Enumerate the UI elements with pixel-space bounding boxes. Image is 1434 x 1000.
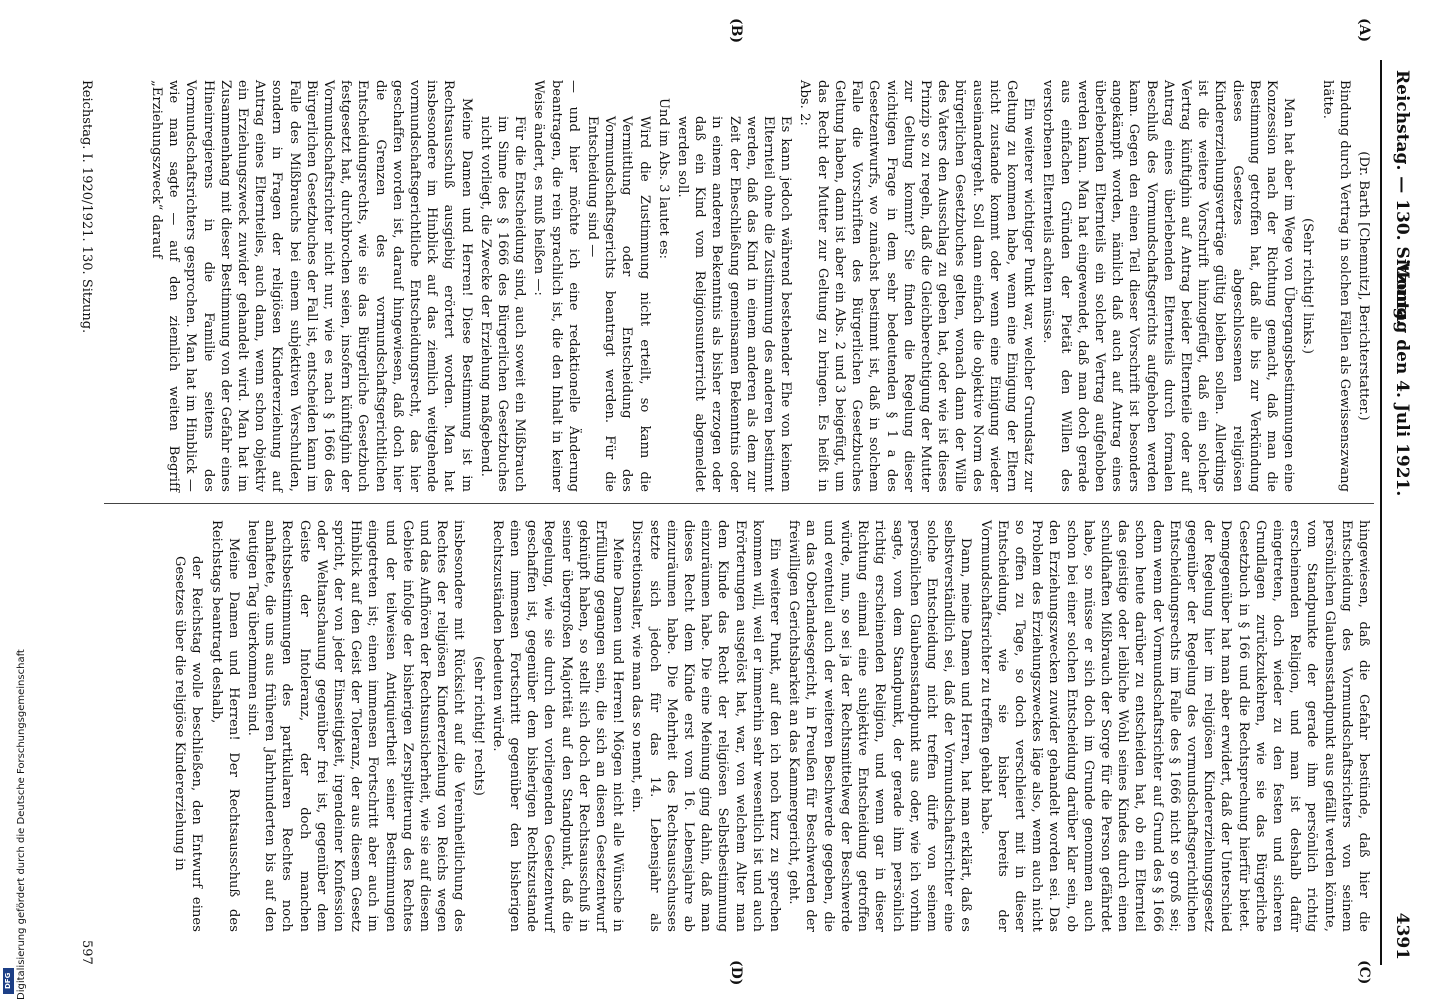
footer-page-number: 597	[79, 940, 94, 965]
paragraph: Und im Abs. 3 lautet es:	[655, 98, 671, 260]
quoted-paragraph: der Reichstag wolle beschließen, den Entwurf eines Gesetzes über die religiöse Kindererziehung in	[172, 556, 205, 932]
dfg-logo: DFG	[3, 968, 14, 994]
digitization-note	[0, 0, 27, 1000]
paragraph: insbesondere mit Rücksicht auf die Vereinheitlichung des Rechtes der religiösen Kindererziehung von Reichs wegen und das Aufhören der Rechtsunsicherheit, wie sie auf diesem Gebiete infolge der bisherigen Zersplitterung des Rechtes und der teilweisen Antiquiertheit seiner Bestimmungen eingetreten ist; einen immensen Fortschritt aber auch im Hinblick auf den Geist der Toleranz, der aus diesem Gesetz spricht, der von jeder Einseitigkeit, irgendeiner Konfession oder Weltanschauung gegenüber frei ist, gegenüber dem Geiste der Intoleranz, der doch manchen Rechtsbestimmungen des partikularen Rechtes noch anhaftete, die uns aus früheren Jahrhunderten bis auf den heutigen Tag überkommen sind.	[245, 520, 467, 932]
column-divider	[104, 503, 1374, 504]
margin-mark-d: (D)	[728, 960, 744, 986]
right-column	[169, 520, 1372, 932]
interjection: (sehr richtig! rechts)	[470, 656, 486, 796]
paragraph: hingewiesen, daß die Gefahr bestünde, daß hier die Entscheidung des Vormundschaftsrichters von seinem persönlichen Glaubensstandpunkt aus gefällt werden könnte, vom Standpunkte der gerade ihm persönlich richtig erscheinenden Religion, und man ist deshalb dafür eingetreten, doch wieder zu den festen und sicheren Grundlagen zurückzukehren, wie sie das Bürgerliche Gesetzbuch in § 166 und die Rechtsprechung hierfür bietet. Demgegenüber hat man aber erwidert, daß der Unterschied der Regelung hier im religiösen Kindererziehungsgesetz gegenüber der Regelung des vormundschaftsgerichtlichen Entscheidungsrechts im Falle des § 1666 nicht so groß sei; denn wenn der Vormundschaftsrichter auf Grund des § 1666 schon heute darüber zu entscheiden hat, ob ein Elternteil das geistige oder leibliche Wohl seines Kindes durch einen schuldhaften Mißbrauch der Sorge für die Person gefährdet habe, so müsse er sich doch im Grunde genommen auch schon bei einer solchen Entscheidung darüber klar sein, ob den Erziehungszwecken zuwider gehandelt worden sei. Das Problem des Erziehungszweckes läge also, wenn auch nicht so offen zu Tage, so doch verschleiert mit in dieser Entscheidung, wie sie bisher bereits der Vormundschaftsrichter zu treffen gehabt habe.	[977, 520, 1371, 932]
page-number: 4391	[1392, 912, 1412, 960]
margin-mark-b: (B)	[728, 18, 744, 44]
paragraph: — und hier möchte ich eine redaktionelle Änderung beantragen, die rein sprachlich ist, die den Inhalt in keiner Weise ändert, es muß heißen —:	[531, 80, 581, 492]
paragraph: Ein weiterer wichtiger Punkt war, welcher Grundsatz zur Geltung zu kommen habe, wenn eine Einigung der Eltern nicht zustande kommt oder wenn eine Einigung wieder auseinandergeht. Soll dann einfach die objektive Norm des bürgerlichen Gesetzbuches gelten, wonach dann der Wille des Vaters den Ausschlag zu geben hat, oder wie ist dieses Prinzip so zu regeln, daß die Gleichberechtigung der Mutter zur Geltung kommt? Sie finden die Regelung dieser wichtigen Frage in dem sehr bedeutenden § 1 a des Gesetzentwurfs, wo zunächst bestimmt ist, daß in solchem Falle die Vorschriften des Bürgerlichen Gesetzbuches Geltung haben, dann ist aber ein Abs. 2 und 3 beigefügt, um das Recht der Mutter zur Geltung zu bringen. Es heißt in Abs. 2:	[797, 80, 1037, 492]
interjection: (Sehr richtig! links.)	[1300, 217, 1316, 355]
paragraph: Meine Damen und Herren! Mögen nicht alle Wünsche in Erfüllung gegangen sein, die sich an diesen Gesetzentwurf geknüpft haben, so stellt sich doch der Rechtsausschuß in seiner übergroßen Majorität auf den Standpunkt, daß die Regelung, wie sie durch den vorliegenden Gesetzentwurf geschaffen ist, gegenüber dem bisherigen Rechtszustande einen immensen Fortschritt gegenüber den bisherigen Rechtszuständen bedeuten würde.	[489, 520, 626, 932]
quoted-paragraph: Wird die Zustimmung nicht erteilt, so kann die Vermittlung oder Entscheidung des Vormundschaftsgerichts beantragt werden. Für die Entscheidung sind —	[585, 116, 652, 492]
header-left: Reichstag. — 130. Sitzung.	[1392, 70, 1412, 326]
paragraph: Dann, meine Damen und Herren, hat man erklärt, daß es selbstverständlich sei, daß der Vormundschaftsrichter eine solche Entscheidung nicht treffen dürfe von seinem persönlichen Glaubensstandpunkt aus oder, wie ich vorhin sagte, vom dem Standpunkt, der gerade ihm persönlich richtig erscheinenden Religion, und wenn gar in dieser Richtung einmal eine subjektive Entscheidung getroffen würde, nun, so sei ja der Rechtsmittelweg der Beschwerde und eventuell auch der weiteren Beschwerde gegeben, die an das Oberlandesgericht, in Preußen für Beschwerden der freiwilligen Gerichtsbarkeit an das Kammergericht, geht.	[786, 520, 974, 932]
quoted-paragraph: Für die Entscheidung sind, auch soweit ein Mißbrauch im Sinne des § 1666 des Bürgerlichen Gesetzbuches nicht vorliegt, die Zwecke der Erziehung maßgebend.	[477, 116, 528, 492]
digitization-text: Digitalisierung gefördert durch die Deutsche Forschungsgemeinschaft	[16, 649, 27, 1000]
paragraph: Ein weiterer Punkt, auf den ich noch kurz zu sprechen kommen will, weil er immerhin sehr wesentlich ist und auch Erörterungen ausgelöst hat, war, von welchem Alter man dem Kinde das Recht der religiösen Selbstbestimmung einzuräumen habe. Die eine Meinung ging dahin, daß man dieses Recht dem Kinde erst vom 16. Lebensjahre ab einzuräumen habe. Die Mehrheit des Rechtsausschusses setzte sich jedoch für das 14. Lebensjahr als Discretionsalter, wie man das so nennt, ein.	[629, 520, 783, 932]
speaker-attribution: (Dr. Barth [Chemnitz], Berichterstatter.)	[1356, 151, 1371, 421]
margin-mark-a: (A)	[1356, 18, 1372, 43]
left-column	[146, 80, 1372, 492]
footer-signature: Reichstag. I. 1920/1921. 130. Sitzung.	[79, 80, 94, 334]
margin-mark-c: (C)	[1356, 960, 1372, 985]
header-date: Montag den 4. Juli 1921.	[1392, 260, 1412, 497]
paragraph: Bindung durch Vertrag in solchen Fällen als Gewissenszwang hätte.	[1319, 80, 1352, 492]
quoted-paragraph: Es kann jedoch während bestehender Ehe von keinem Elternteil ohne die Zustimmung des anderen bestimmt werden, daß das Kind in einem anderen als dem zur Zeit der Eheschließung gemeinsamen Bekenntnis oder in einem anderen Bekenntnis als bisher erzogen oder daß ein Kind vom Religionsunterricht abgemeldet werden soll.	[675, 116, 794, 492]
page-header	[1382, 70, 1412, 960]
paragraph: Man hat aber im Wege von Übergangsbestimmungen eine Konzession nach der Richtung gemacht, daß man die Bestimmung getroffen hat, daß alle bis zur Verkündung dieses Gesetzes abgeschlossenen religiösen Kindererziehungsverträge gültig bleiben sollen. Allerdings ist die weitere Vorschrift hinzugefügt, daß ein solcher Vertrag künftighin auf Antrag beider Elternteile oder auf Antrag eines überlebenden Elternteils durch formalen Beschluß des Vormundschaftsgerichts aufgehoben werden kann. Gegen den einen Teil dieser Vorschrift ist besonders angekämpft worden, nämlich daß auch auf Antrag eines überlebenden Elternteils ein solcher Vertrag aufgehoben werden kann. Man hat eingewendet, daß man doch gerade aus einfachen Gründen der Pietät den Willen des verstorbenen Elternteils achten müsse.	[1040, 80, 1297, 492]
header-rule	[1380, 60, 1382, 965]
paragraph: Meine Damen und Herren! Diese Bestimmung ist im Rechtsausschuß ausgiebig erörtert worden. Man hat insbesondere im Hinblick auf das ziemlich weitgehende vormundschaftsgerichtliche Entscheidungsrecht, das hier geschaffen worden ist, darauf hingewiesen, daß doch hier die Grenzen des vormundschaftsgerichtlichen Entscheidungsrechts, wie sie das Bürgerliche Gesetzbuch festgesetzt hat, durchbrochen seien, insofern künftighin der Vormundschaftsrichter nicht nur, wie es nach § 1666 des Bürgerlichen Gesetzbuches der Fall ist, entscheiden kann im Falle des Mißbrauchs bei einem subjektiven Verschulden, sondern in Fragen der religiösen Kindererziehung auf Antrag eines Elternteiles, auch dann, wenn schon objektiv ein Erziehungszweck zuwider gehandelt wird. Man hat im Zusammenhang mit dieser Bestimmung von der Gefahr eines Hineinregierens in die Familie seitens des Vormundschaftsrichters gesprochen. Man hat im Hinblick — wie man sagte — auf den ziemlich weiten Begriff „Erziehungszweck“ darauf	[148, 80, 474, 492]
paragraph: Meine Damen und Herren! Der Rechtsausschuß des Reichstags beantragt deshalb,	[208, 520, 241, 932]
